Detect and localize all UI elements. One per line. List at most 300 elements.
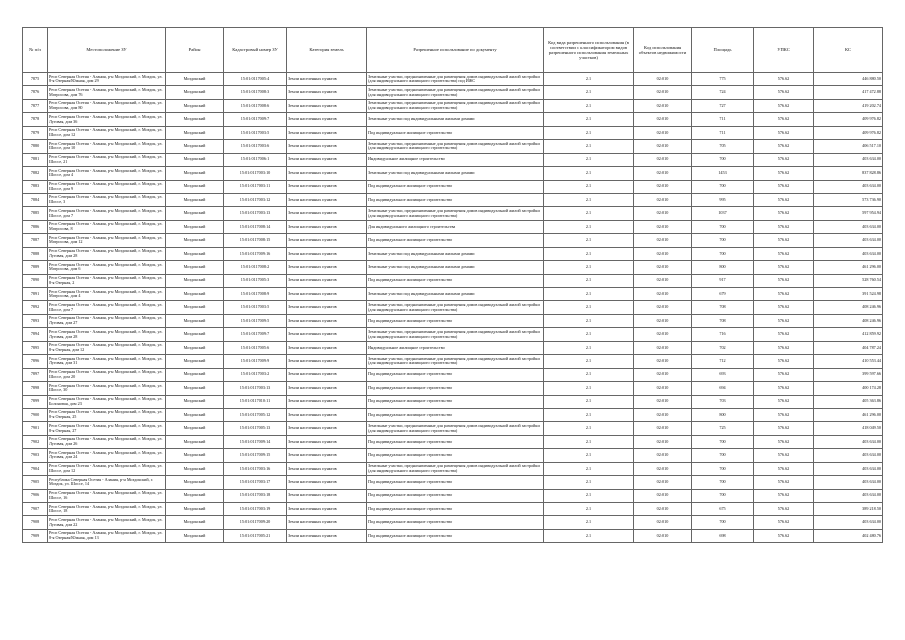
cell-upks: 576.62 — [754, 314, 814, 327]
cell-index: 7903 — [23, 449, 48, 462]
cell-land-category: Земли населенных пунктов — [287, 476, 367, 489]
cell-location: Респ Северная Осетия - Алания, р-н Моздокский, г. Моздок, ул. Шоссе, дом 9 — [48, 180, 166, 193]
cell-index: 7895 — [23, 341, 48, 354]
cell-area: 700 — [692, 476, 754, 489]
cell-area: 716 — [692, 328, 754, 341]
cell-ks: 408 246.96 — [814, 314, 883, 327]
cell-upks: 576.62 — [754, 435, 814, 448]
cell-index: 7883 — [23, 180, 48, 193]
cell-district: Моздокский — [166, 341, 224, 354]
cell-ks: 419 202.74 — [814, 99, 883, 112]
table-row — [23, 462, 883, 475]
cell-location: Респ Северная Осетия - Алания, р-н Моздокский, г. Моздок, ул. Шоссе, дом 7 — [48, 301, 166, 314]
cell-district: Моздокский — [166, 274, 224, 287]
cell-property-use-code: 02:010 — [634, 167, 692, 180]
cell-ks: 403 634.00 — [814, 489, 883, 502]
header-land-category: Категория земель — [287, 28, 367, 73]
cell-permitted-use: Земельные участки, предназначенные для размещения домов индивидуальной жилой застройки (для индивидуального жилищного строительства) — [367, 355, 544, 368]
cell-use-code: 2.1 — [544, 516, 634, 529]
cell-land-category: Земли населенных пунктов — [287, 126, 367, 139]
cell-use-code: 2.1 — [544, 126, 634, 139]
cell-land-category: Земли населенных пунктов — [287, 153, 367, 166]
cell-property-use-code: 02:010 — [634, 301, 692, 314]
cell-index: 7876 — [23, 86, 48, 99]
cell-cadastral-number: 15:01:0117003:16 — [224, 462, 287, 475]
cell-use-code: 2.1 — [544, 261, 634, 274]
cell-cadastral-number: 15:01:0117008:9 — [224, 288, 287, 301]
cell-upks: 576.62 — [754, 503, 814, 516]
cell-location: Респ Северная Осетия - Алания, р-н Моздокский, г. Моздок, ул. 8-я Озерная/Южная, дом 13 — [48, 529, 166, 542]
cell-permitted-use: Под индивидуальное жилищное строительство — [367, 395, 544, 408]
cell-property-use-code: 02:010 — [634, 516, 692, 529]
cell-permitted-use: Под индивидуальное жилищное строительство — [367, 126, 544, 139]
cell-property-use-code: 02:010 — [634, 408, 692, 421]
cell-district: Моздокский — [166, 382, 224, 395]
cell-area: 727 — [692, 99, 754, 112]
cell-land-category: Земли населенных пунктов — [287, 274, 367, 287]
cell-district: Моздокский — [166, 261, 224, 274]
cell-cadastral-number: 15:01:0117003:12 — [224, 193, 287, 206]
cell-property-use-code: 02:010 — [634, 489, 692, 502]
cell-permitted-use: Под индивидуальное жилищное строительство — [367, 382, 544, 395]
cell-permitted-use: Под индивидуальное жилищное строительство — [367, 274, 544, 287]
cell-location: Респ Северная Осетия - Алания, р-н Моздокский, г. Моздок, ул. Матросова, дом 4 — [48, 288, 166, 301]
cell-index: 7888 — [23, 247, 48, 260]
cell-index: 7889 — [23, 261, 48, 274]
cell-land-category: Земли населенных пунктов — [287, 140, 367, 153]
cell-location: Респ Северная Осетия - Алания, р-н Моздокский, г. Моздок, ул. Шоссе, 21 — [48, 153, 166, 166]
cell-permitted-use: Земельные участки, предназначенные для размещения домов индивидуальной жилой застройки (для индивидуального жилищного строительства) — [367, 99, 544, 112]
cell-use-code: 2.1 — [544, 153, 634, 166]
cell-upks: 576.62 — [754, 113, 814, 126]
cell-district: Моздокский — [166, 86, 224, 99]
cell-use-code: 2.1 — [544, 288, 634, 301]
cell-location: Респ Северная Осетия - Алания, р-н Моздокский, г. Моздок, ул. Луговая, дом 36 — [48, 113, 166, 126]
cell-district: Моздокский — [166, 449, 224, 462]
cell-upks: 576.62 — [754, 207, 814, 220]
cell-land-category: Земли населенных пунктов — [287, 247, 367, 260]
cell-location: Респ Северная Осетия - Алания, р-н Моздокский, г. Моздок, ул. Матросова, дом 76 — [48, 86, 166, 99]
cell-area: 675 — [692, 503, 754, 516]
cell-permitted-use: Под индивидуальное жилищное строительство — [367, 435, 544, 448]
cell-ks: 461 296.00 — [814, 408, 883, 421]
cell-permitted-use: Земельные участки под индивидуальными жилыми домами — [367, 288, 544, 301]
cell-area: 700 — [692, 449, 754, 462]
cell-ks: 408 246.96 — [814, 301, 883, 314]
cell-property-use-code: 02:010 — [634, 341, 692, 354]
cell-property-use-code: 02:010 — [634, 86, 692, 99]
cell-property-use-code: 02:010 — [634, 126, 692, 139]
cell-permitted-use: Под индивидуальное жилищное строительство — [367, 314, 544, 327]
cell-upks: 576.62 — [754, 516, 814, 529]
cell-permitted-use: Земельные участки, предназначенные для размещения домов индивидуальной жилой застройки (для индивидуального жилищного строительства) — [367, 422, 544, 435]
cell-ks: 461 296.00 — [814, 261, 883, 274]
cell-use-code: 2.1 — [544, 180, 634, 193]
cell-ks: 410 553.44 — [814, 355, 883, 368]
cell-upks: 576.62 — [754, 288, 814, 301]
cell-upks: 576.62 — [754, 261, 814, 274]
cell-index: 7897 — [23, 368, 48, 381]
cell-use-code: 2.1 — [544, 395, 634, 408]
cell-index: 7891 — [23, 288, 48, 301]
cell-property-use-code: 02:010 — [634, 422, 692, 435]
cell-location: Респ Северная Осетия - Алания, р-н Моздокский, г. Моздок, ул. Матросова, дом 6 — [48, 261, 166, 274]
cell-property-use-code: 02:010 — [634, 382, 692, 395]
cell-area: 700 — [692, 234, 754, 247]
cell-land-category: Земли населенных пунктов — [287, 368, 367, 381]
cell-upks: 576.62 — [754, 422, 814, 435]
cell-location: Респ Северная Осетия - Алания, р-н Моздокский, г. Моздок, ул. Шоссе, дом 4 — [48, 167, 166, 180]
cell-area: 700 — [692, 516, 754, 529]
cell-cadastral-number: 15:01:0117003:5 — [224, 301, 287, 314]
cell-land-category: Земли населенных пунктов — [287, 449, 367, 462]
cell-district: Моздокский — [166, 220, 224, 233]
cell-cadastral-number: 15:01:0117003:6 — [224, 140, 287, 153]
cell-upks: 576.62 — [754, 73, 814, 86]
cell-upks: 576.62 — [754, 301, 814, 314]
cell-permitted-use: Под индивидуальное жилищное строительство — [367, 408, 544, 421]
cell-permitted-use: Земельные участки, предназначенные для размещения домов индивидуальной жилой застройки (для индивидуального жилищного строительства) — [367, 328, 544, 341]
cell-upks: 576.62 — [754, 140, 814, 153]
table-row — [23, 449, 883, 462]
header-index: № п/п — [23, 28, 48, 73]
cell-location: Респ Северная Осетия - Алания, р-н Моздокский, г. Моздок, ул. Шоссе, 18 — [48, 503, 166, 516]
cell-index: 7899 — [23, 395, 48, 408]
cell-district: Моздокский — [166, 288, 224, 301]
cell-district: Моздокский — [166, 503, 224, 516]
cell-property-use-code: 02:010 — [634, 449, 692, 462]
cell-use-code: 2.1 — [544, 503, 634, 516]
cell-district: Моздокский — [166, 489, 224, 502]
cell-area: 725 — [692, 422, 754, 435]
cell-permitted-use: Земельные участки под индивидуальными жилыми домами — [367, 247, 544, 260]
cell-area: 694 — [692, 382, 754, 395]
table-row — [23, 382, 883, 395]
cell-ks: 400 174.28 — [814, 382, 883, 395]
cell-district: Моздокский — [166, 207, 224, 220]
cell-property-use-code: 02:010 — [634, 207, 692, 220]
cell-permitted-use: Земельные участки, предназначенные для размещения домов индивидуальной жилой застройки (для индивидуального жилищного строительства) — [367, 140, 544, 153]
cell-property-use-code: 02:010 — [634, 113, 692, 126]
cell-ks: 404 787.24 — [814, 341, 883, 354]
table-row — [23, 422, 883, 435]
cell-location: Респ Северная Осетия - Алания, р-н Моздокский, г. Моздок, ул. Луговая, дом 22 — [48, 516, 166, 529]
cell-permitted-use: Под индивидуальное жилищное строительство — [367, 516, 544, 529]
cell-property-use-code: 02:010 — [634, 261, 692, 274]
table-row — [23, 167, 883, 180]
cell-district: Моздокский — [166, 73, 224, 86]
cell-ks: 573 736.90 — [814, 193, 883, 206]
cell-use-code: 2.1 — [544, 462, 634, 475]
cell-cadastral-number: 15:01:0117009:9 — [224, 355, 287, 368]
cell-use-code: 2.1 — [544, 328, 634, 341]
header-use-code: Код вида разрешенного использования (в соответствии с классификатором видов разрешенного использования земельных участков) — [544, 28, 634, 73]
cell-index: 7890 — [23, 274, 48, 287]
cell-land-category: Земли населенных пунктов — [287, 341, 367, 354]
cell-permitted-use: Земельные участки, предназначенные для размещения домов индивидуальной жилой застройки (для индивидуального жилищного строительства) под ИЖС — [367, 73, 544, 86]
cell-upks: 576.62 — [754, 234, 814, 247]
cell-ks: 399 597.66 — [814, 368, 883, 381]
cell-district: Моздокский — [166, 167, 224, 180]
cell-location: Респ Северная Осетия - Алания, р-н Моздокский, г. Моздок, ул. 8-я Озерная/Южная, дом 29 — [48, 73, 166, 86]
cell-permitted-use: Под индивидуальное жилищное строительство — [367, 489, 544, 502]
table-row — [23, 180, 883, 193]
table-header-row — [23, 28, 883, 73]
cell-cadastral-number: 15:01:0117005:13 — [224, 422, 287, 435]
land-parcels-table — [22, 27, 883, 543]
cell-ks: 403 634.00 — [814, 234, 883, 247]
cell-upks: 576.62 — [754, 489, 814, 502]
cell-upks: 576.62 — [754, 193, 814, 206]
cell-cadastral-number: 15:01:0117003:11 — [224, 180, 287, 193]
cell-property-use-code: 02:010 — [634, 193, 692, 206]
cell-upks: 576.62 — [754, 220, 814, 233]
cell-ks: 405 363.86 — [814, 395, 883, 408]
cell-location: Респ Северная Осетия - Алания, р-н Моздокский, г. Моздок, ул. 8-я Озерная, 25 — [48, 408, 166, 421]
cell-location: Респ Северная Осетия - Алания, р-н Моздокский, г. Моздок, ул. Шоссе, 16 — [48, 489, 166, 502]
cell-area: 775 — [692, 73, 754, 86]
header-location: Местоположение ЗУ — [48, 28, 166, 73]
cell-use-code: 2.1 — [544, 274, 634, 287]
table-row — [23, 113, 883, 126]
cell-index: 7907 — [23, 503, 48, 516]
cell-upks: 576.62 — [754, 355, 814, 368]
cell-district: Моздокский — [166, 529, 224, 542]
cell-cadastral-number: 15:01:0117005:21 — [224, 529, 287, 542]
table-row — [23, 126, 883, 139]
cell-permitted-use: Земельные участки, предназначенные для размещения домов индивидуальной жилой застройки (для индивидуального жилищного строительства) — [367, 462, 544, 475]
cell-property-use-code: 02:010 — [634, 395, 692, 408]
header-permitted-use: Разрешенное использование по документу — [367, 28, 544, 73]
cell-index: 7906 — [23, 489, 48, 502]
cell-location: Респ Северная Осетия - Алания, р-н Моздокский, г. Моздок, ул. Болоновая, дом 23 — [48, 395, 166, 408]
cell-property-use-code: 02:010 — [634, 234, 692, 247]
cell-land-category: Земли населенных пунктов — [287, 408, 367, 421]
cell-cadastral-number: 15:01:0117009:7 — [224, 328, 287, 341]
cell-area: 679 — [692, 288, 754, 301]
cell-district: Моздокский — [166, 140, 224, 153]
cell-district: Моздокский — [166, 180, 224, 193]
cell-upks: 576.62 — [754, 449, 814, 462]
cell-use-code: 2.1 — [544, 234, 634, 247]
table-row — [23, 489, 883, 502]
cell-upks: 576.62 — [754, 382, 814, 395]
cell-cadastral-number: 15:01:0117009:5 — [224, 314, 287, 327]
cell-use-code: 2.1 — [544, 368, 634, 381]
cell-ks: 403 634.00 — [814, 220, 883, 233]
cell-area: 711 — [692, 113, 754, 126]
cell-land-category: Земли населенных пунктов — [287, 193, 367, 206]
cell-area: 700 — [692, 247, 754, 260]
cell-district: Моздокский — [166, 408, 224, 421]
cell-upks: 576.62 — [754, 274, 814, 287]
cell-property-use-code: 02:010 — [634, 153, 692, 166]
table-row — [23, 234, 883, 247]
cell-index: 7900 — [23, 408, 48, 421]
table-row — [23, 86, 883, 99]
cell-use-code: 2.1 — [544, 167, 634, 180]
cell-upks: 576.62 — [754, 529, 814, 542]
cell-district: Моздокский — [166, 126, 224, 139]
header-cadastral-number: Кадастровый номер ЗУ — [224, 28, 287, 73]
cell-location: Респ Северная Осетия - Алания, р-н Моздокский, г. Моздок, ул. Матросова, дом 12 — [48, 234, 166, 247]
cell-area: 698 — [692, 529, 754, 542]
cell-permitted-use: Индивидуальное жилищное строительство — [367, 153, 544, 166]
cell-use-code: 2.1 — [544, 193, 634, 206]
header-property-use-code: Код использования объектов недвижимости — [634, 28, 692, 73]
cell-index: 7905 — [23, 476, 48, 489]
cell-index: 7881 — [23, 153, 48, 166]
cell-land-category: Земли населенных пунктов — [287, 328, 367, 341]
cell-land-category: Земли населенных пунктов — [287, 180, 367, 193]
cell-location: Респ Северная Осетия - Алания, р-н Моздокский, г. Моздок, ул. Шоссе, дом 7 — [48, 207, 166, 220]
cell-location: Респ Северная Осетия - Алания, р-н Моздокский, г. Моздок, ул. 8-я Озерная, 2 — [48, 274, 166, 287]
cell-ks: 446 880.50 — [814, 73, 883, 86]
cell-use-code: 2.1 — [544, 247, 634, 260]
cell-upks: 576.62 — [754, 408, 814, 421]
cell-upks: 576.62 — [754, 476, 814, 489]
cell-area: 800 — [692, 261, 754, 274]
cell-permitted-use: Под индивидуальное жилищное строительство — [367, 449, 544, 462]
cell-property-use-code: 02:010 — [634, 288, 692, 301]
cell-area: 708 — [692, 301, 754, 314]
cell-area: 708 — [692, 314, 754, 327]
cell-area: 700 — [692, 435, 754, 448]
cell-upks: 576.62 — [754, 180, 814, 193]
cell-land-category: Земли населенных пунктов — [287, 207, 367, 220]
cell-cadastral-number: 15:01:0117008:15 — [224, 234, 287, 247]
cell-index: 7879 — [23, 126, 48, 139]
cell-cadastral-number: 15:01:0117008:14 — [224, 220, 287, 233]
cell-location: Респ Северная Осетия - Алания, р-н Моздокский, г. Моздок, ул. Шоссе, дом 20 — [48, 368, 166, 381]
cell-ks: 409 976.82 — [814, 126, 883, 139]
cell-land-category: Земли населенных пунктов — [287, 113, 367, 126]
cell-area: 712 — [692, 355, 754, 368]
cell-land-category: Земли населенных пунктов — [287, 529, 367, 542]
cell-permitted-use: Под индивидуальное жилищное строительство — [367, 368, 544, 381]
cell-use-code: 2.1 — [544, 382, 634, 395]
cell-use-code: 2.1 — [544, 99, 634, 112]
cell-ks: 403 634.00 — [814, 462, 883, 475]
cell-land-category: Земли населенных пунктов — [287, 355, 367, 368]
cell-area: 1037 — [692, 207, 754, 220]
cell-permitted-use: Под индивидуальное жилищное строительство — [367, 193, 544, 206]
cell-ks: 403 634.00 — [814, 476, 883, 489]
cell-cadastral-number: 15:01:0117009:7 — [224, 113, 287, 126]
cell-area: 711 — [692, 126, 754, 139]
cell-district: Моздокский — [166, 516, 224, 529]
cell-cadastral-number: 15:01:0117005:12 — [224, 408, 287, 421]
cell-permitted-use: Под индивидуальное жилищное строительство — [367, 529, 544, 542]
cell-property-use-code: 02:010 — [634, 220, 692, 233]
cell-ks: 403 634.00 — [814, 153, 883, 166]
cell-location: Респ Северная Осетия - Алания, р-н Моздокский, г. Моздок, ул. Луговая, дом 28 — [48, 328, 166, 341]
cell-location: Респ Северная Осетия - Алания, р-н Моздокский, г. Моздок, ул. Шоссе, дом 12 — [48, 462, 166, 475]
cell-ks: 418 049.50 — [814, 422, 883, 435]
table-row — [23, 247, 883, 260]
cell-ks: 389 218.50 — [814, 503, 883, 516]
cell-location: Респ Северная Осетия - Алания, р-н Моздокский, г. Моздок, ул. Луговая, дом 31 — [48, 355, 166, 368]
cell-land-category: Земли населенных пунктов — [287, 489, 367, 502]
table-row — [23, 341, 883, 354]
cell-index: 7904 — [23, 462, 48, 475]
cell-index: 7886 — [23, 220, 48, 233]
cell-cadastral-number: 15:01:0117006:1 — [224, 153, 287, 166]
cell-location: Респ Северная Осетия - Алания, р-н Моздокский, г. Моздок, ул. Шоссе, 3 — [48, 193, 166, 206]
cell-area: 703 — [692, 395, 754, 408]
cell-cadastral-number: 15:01:0117008:2 — [224, 261, 287, 274]
cell-district: Моздокский — [166, 99, 224, 112]
cell-area: 917 — [692, 274, 754, 287]
cell-property-use-code: 02:010 — [634, 274, 692, 287]
table-row — [23, 288, 883, 301]
cell-district: Моздокский — [166, 113, 224, 126]
cell-location: Респ Северная Осетия - Алания, р-н Моздокский, г. Моздок, ул. Шоссе, 30 — [48, 382, 166, 395]
header-district: Район — [166, 28, 224, 73]
cell-district: Моздокский — [166, 355, 224, 368]
cell-area: 700 — [692, 180, 754, 193]
cell-cadastral-number: 15:01:0117003:5 — [224, 126, 287, 139]
cell-upks: 576.62 — [754, 368, 814, 381]
cell-cadastral-number: 15:01:0117003:2 — [224, 368, 287, 381]
cell-location: Респ Северная Осетия - Алания, р-н Моздокский, г. Моздок, ул. Луговая, дом 27 — [48, 314, 166, 327]
cell-cadastral-number: 15:01:0117005:4 — [224, 73, 287, 86]
cell-use-code: 2.1 — [544, 489, 634, 502]
cell-land-category: Земли населенных пунктов — [287, 167, 367, 180]
cell-property-use-code: 02:010 — [634, 368, 692, 381]
cell-property-use-code: 02:010 — [634, 73, 692, 86]
cell-property-use-code: 02:010 — [634, 180, 692, 193]
header-ks: КС — [814, 28, 883, 73]
cell-land-category: Земли населенных пунктов — [287, 422, 367, 435]
cell-land-category: Земли населенных пунктов — [287, 99, 367, 112]
cell-area: 1453 — [692, 167, 754, 180]
cell-location: Респ Северная Осетия - Алания, р-н Моздокский, г. Моздок, ул. 8-я Озерная, 27 — [48, 422, 166, 435]
table-row — [23, 368, 883, 381]
cell-use-code: 2.1 — [544, 355, 634, 368]
cell-cadastral-number: 15:01:0117003:19 — [224, 503, 287, 516]
cell-ks: 417 472.88 — [814, 86, 883, 99]
cell-land-category: Земли населенных пунктов — [287, 314, 367, 327]
cell-ks: 837 828.86 — [814, 167, 883, 180]
cell-index: 7877 — [23, 99, 48, 112]
cell-property-use-code: 02:010 — [634, 247, 692, 260]
cell-area: 700 — [692, 153, 754, 166]
cell-permitted-use: Под индивидуальное жилищное строительство — [367, 476, 544, 489]
cell-land-category: Земли населенных пунктов — [287, 261, 367, 274]
cell-district: Моздокский — [166, 153, 224, 166]
cell-use-code: 2.1 — [544, 113, 634, 126]
cell-location: Респ Северная Осетия - Алания, р-н Моздокский, г. Моздок, ул. Матросова, 8 — [48, 220, 166, 233]
cell-location: Республика Северная Осетия - Алания, р-н Моздокский, г. Моздок, ул. Шоссе, 14 — [48, 476, 166, 489]
table-row — [23, 314, 883, 327]
cell-permitted-use: Земельные участки под индивидуальными жилыми домами — [367, 167, 544, 180]
cell-cadastral-number: 15:01:0117008:3 — [224, 86, 287, 99]
cell-district: Моздокский — [166, 247, 224, 260]
cell-use-code: 2.1 — [544, 301, 634, 314]
cell-land-category: Земли населенных пунктов — [287, 73, 367, 86]
cell-land-category: Земли населенных пунктов — [287, 395, 367, 408]
cell-district: Моздокский — [166, 462, 224, 475]
cell-use-code: 2.1 — [544, 86, 634, 99]
cell-land-category: Земли населенных пунктов — [287, 382, 367, 395]
cell-index: 7901 — [23, 422, 48, 435]
table-row — [23, 73, 883, 86]
cell-district: Моздокский — [166, 435, 224, 448]
cell-permitted-use: Для индивидуального жилищного строительства — [367, 220, 544, 233]
cell-use-code: 2.1 — [544, 435, 634, 448]
cell-upks: 576.62 — [754, 99, 814, 112]
